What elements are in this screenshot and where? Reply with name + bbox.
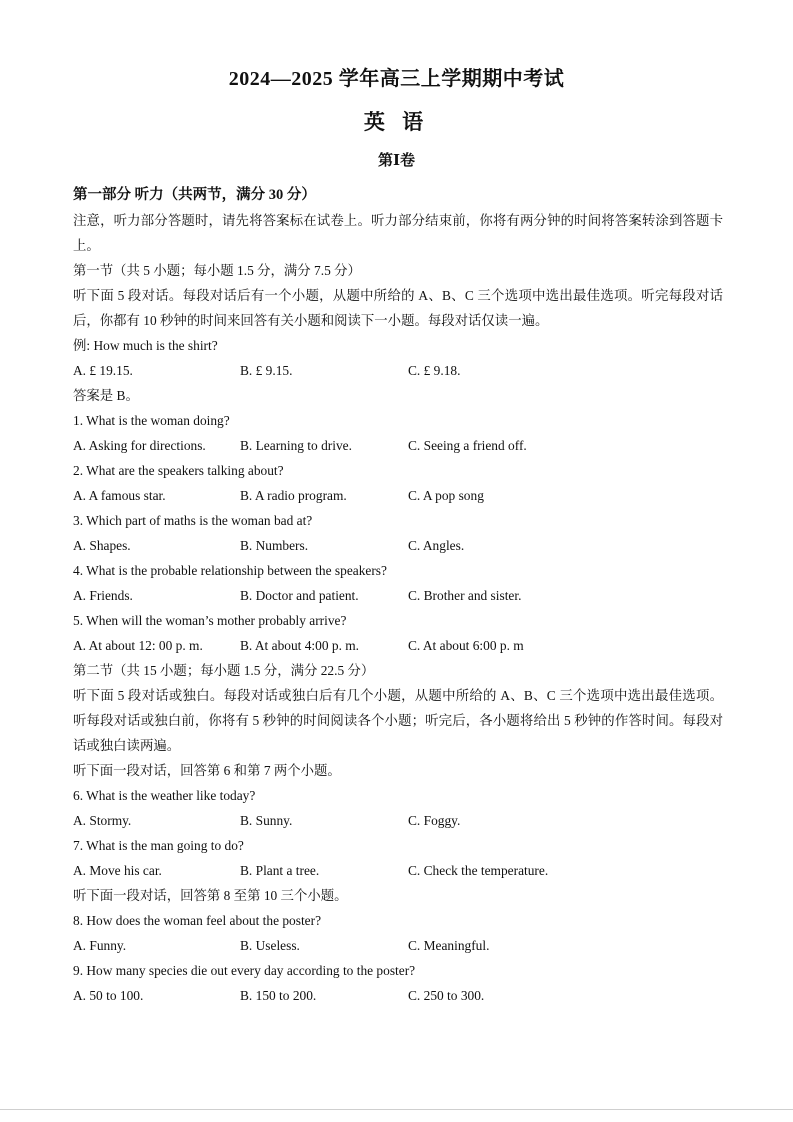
question: 4. What is the probable relationship between the speakers? [73,563,387,578]
section1-instructions: 听下面 5 段对话。每段对话后有一个小题，从题中所给的 A、B、C 三个选项中选出最佳选项。听完每段对话后，你都有 10 秒钟的时间来回答有关小题和阅读下一小题。每段对话仅读一遍。 [73,288,723,328]
example-options [73,358,723,383]
notice: 注意，听力部分答题时，请先将答案标在试卷上。听力部分结束前，你将有两分钟的时间将答案转涂到答题卡上。 [73,213,723,253]
option-c: C. Brother and sister. [408,588,522,603]
option-b: B. At about 4:00 p. m. [240,638,360,653]
question: 8. How does the woman feel about the poster? [73,913,322,928]
option-a: A. Stormy. [73,813,132,828]
question-options [73,433,723,458]
option-c: C. £ 9.18. [408,363,461,378]
question-options [73,633,723,658]
question-options [73,483,723,508]
volume-title: 第Ⅰ卷 [377,153,416,169]
question-options [73,858,723,883]
question: 2. What are the speakers talking about? [73,463,284,478]
exam-title: 2024—2025 学年高三上学期期中考试 [228,68,565,90]
question: 1. What is the woman doing? [73,413,230,428]
option-b: B. 150 to 200. [240,988,317,1003]
option-c: C. 250 to 300. [408,988,485,1003]
option-a: A. Friends. [73,588,133,603]
question: 3. Which part of maths is the woman bad at? [73,513,313,528]
option-b: B. £ 9.15. [240,363,293,378]
dialog-intro: 听下面一段对话，回答第 6 和第 7 两个小题。 [73,763,341,778]
question: 9. How many species die out every day according to the poster? [73,963,416,978]
option-c: C. Foggy. [408,813,461,828]
part1-heading: 第一部分 听力（共两节，满分 30 分） [73,187,316,203]
option-a: A. Shapes. [73,538,131,553]
option-c: C. Check the temperature. [408,863,549,878]
exam-body [73,183,723,1008]
subject-title: 英 语 [363,110,430,134]
question-options [73,983,723,1008]
option-c: C. Angles. [408,538,465,553]
option-a: A. A famous star. [73,488,166,503]
option-a: A. Move his car. [73,863,162,878]
option-c: C. At about 6:00 p. m [408,638,524,653]
example-question: 例: How much is the shirt? [73,338,218,353]
section2-instructions: 听下面 5 段对话或独白。每段对话或独白后有几个小题，从题中所给的 A、B、C 三个选项中选出最佳选项。听每段对话或独白前，你将有 5 秒钟的时间阅读各个小题；听完后，各小题将给出 5 秒钟的作答时间。每段对话或独白读两遍。 [73,688,723,753]
option-b: B. Sunny. [240,813,293,828]
option-a: A. Funny. [73,938,127,953]
option-c: C. A pop song [408,488,484,503]
option-c: C. Meaningful. [408,938,490,953]
option-b: B. Numbers. [240,538,309,553]
option-a: A. 50 to 100. [73,988,144,1003]
page-bottom-rule [0,1109,793,1110]
question-options [73,583,723,608]
question: 7. What is the man going to do? [73,838,244,853]
section2-heading: 第二节（共 15 小题；每小题 1.5 分，满分 22.5 分） [73,663,375,678]
option-b: B. Useless. [240,938,300,953]
option-b: B. Doctor and patient. [240,588,359,603]
question-options [73,533,723,558]
option-b: B. Learning to drive. [240,438,352,453]
example-answer: 答案是 B。 [73,388,139,403]
option-a: A. Asking for directions. [73,438,206,453]
section1-heading: 第一节（共 5 小题；每小题 1.5 分，满分 7.5 分） [73,263,361,278]
option-c: C. Seeing a friend off. [408,438,527,453]
option-a: A. At about 12: 00 p. m. [73,638,203,653]
question-options [73,808,723,833]
option-b: B. A radio program. [240,488,347,503]
option-a: A. £ 19.15. [73,363,133,378]
dialog-intro: 听下面一段对话，回答第 8 至第 10 三个小题。 [73,888,348,903]
option-b: B. Plant a tree. [240,863,320,878]
question: 6. What is the weather like today? [73,788,256,803]
question-options [73,933,723,958]
question: 5. When will the woman’s mother probably arrive? [73,613,347,628]
